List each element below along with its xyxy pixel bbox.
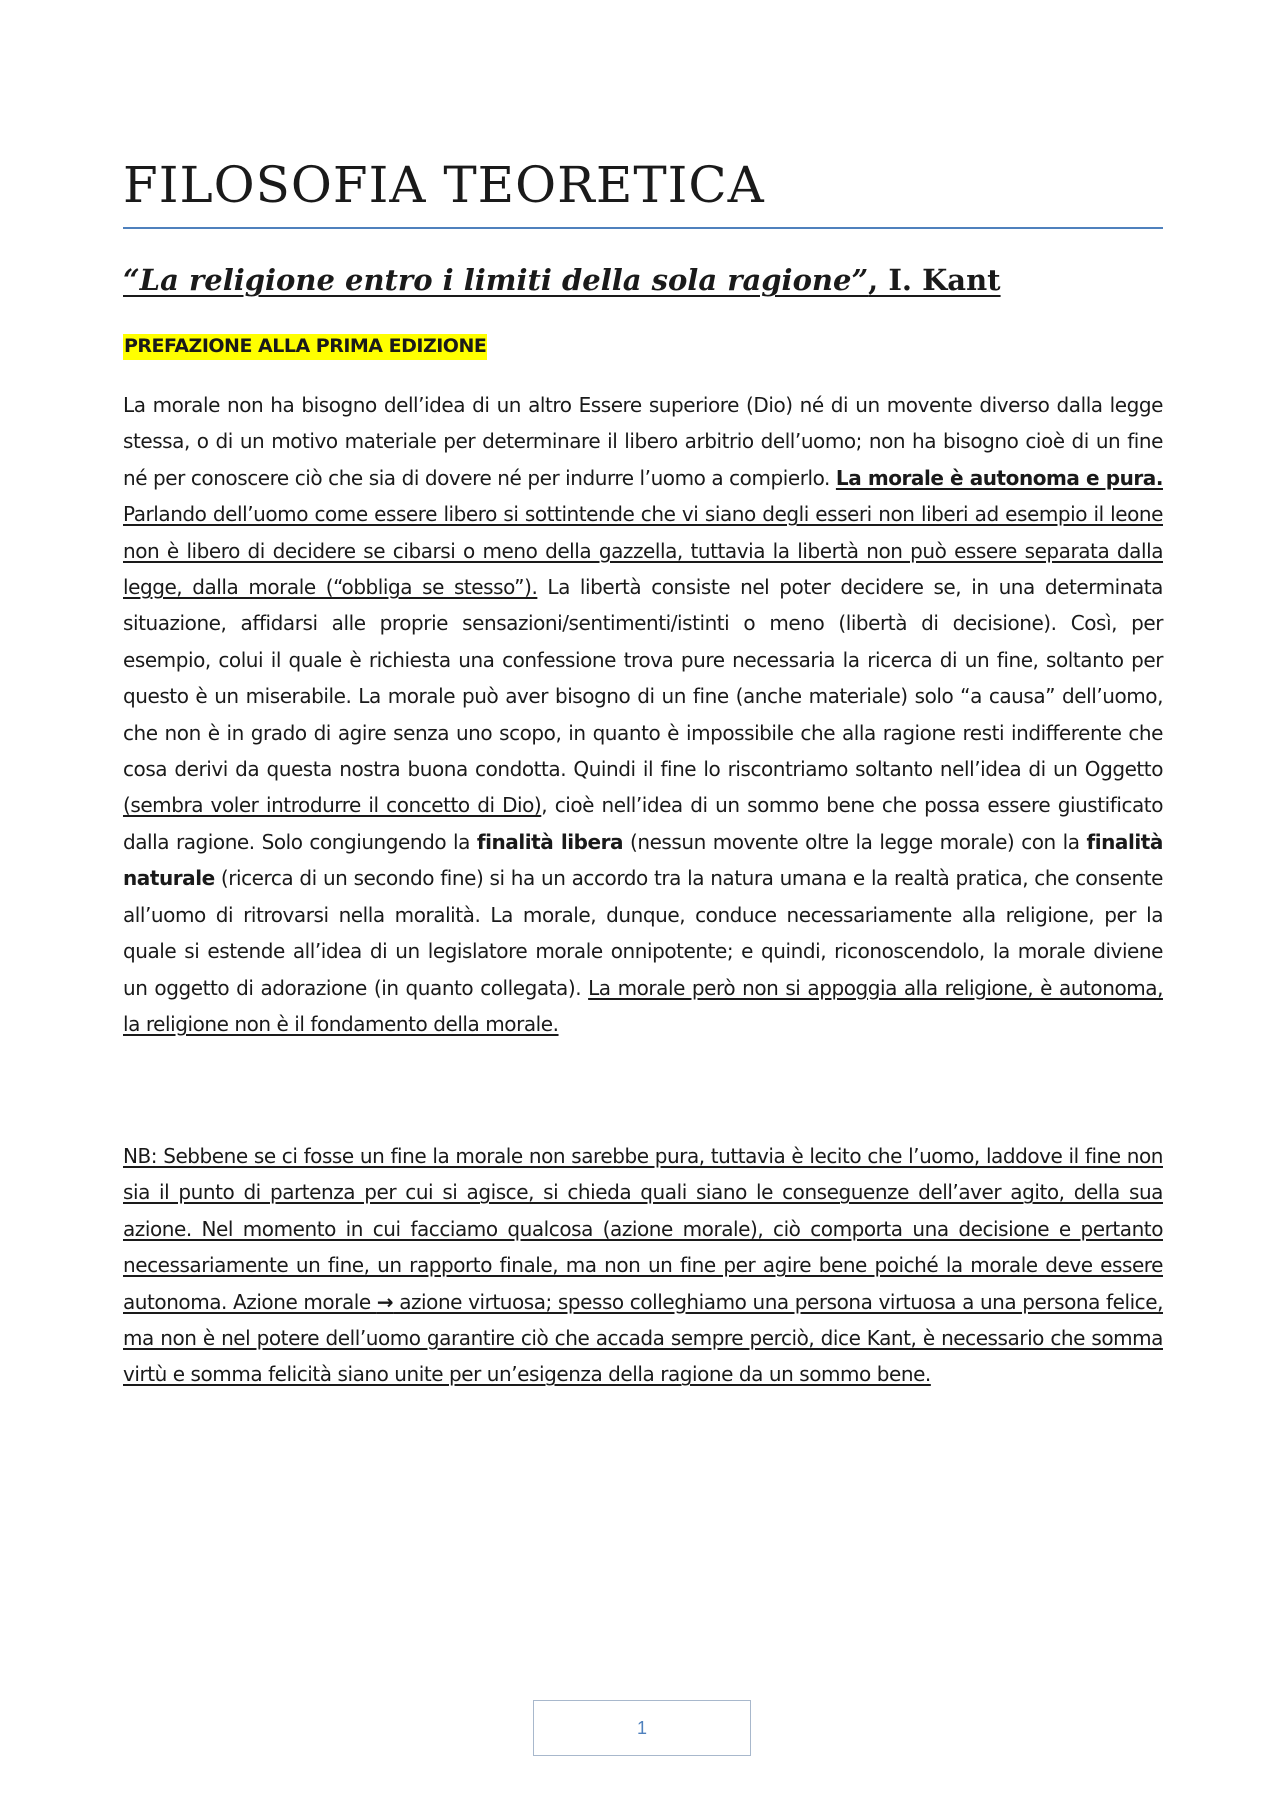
body-paragraph-nb [123, 1138, 1163, 1393]
p1-bold-finalita-libera: finalità libera [476, 829, 624, 854]
book-author: , I. Kant [868, 263, 1001, 297]
p1-underlined-conclusion: La morale però non si appoggia alla religione, è autonoma, la religione non è il fondamento della morale. [123, 975, 1163, 1036]
p1-bold-underline: La morale è autonoma e pura. [835, 465, 1163, 490]
p1-text-4: (nessun movente oltre la legge morale) con la [630, 829, 1080, 854]
p1-underlined-aside: (sembra voler introdurre il concetto di Dio) [123, 793, 542, 818]
document-title: FILOSOFIA TEORETICA [123, 156, 765, 214]
p1-text-2: La libertà consiste nel poter decidere se, in una determinata situazione, affidarsi alle proprie sensazioni/sentimenti/istinti o meno (libertà di decisione). Così, per esempio, colui il quale è richiesta una confessione trova pure necessaria la ricerca di un fine, soltanto per questo è un miserabile. La morale può aver bisogno di un fine (anche materiale) solo “a causa” dell’uomo, che non è in grado di agire senza uno scopo, in quanto è impossibile che alla ragione resti indifferente che cosa derivi da questa nostra buona condotta. Quindi il fine lo riscontriamo soltanto nell’idea di un Oggetto [123, 575, 1163, 782]
p1-text: La morale non ha bisogno dell’idea di un altro Essere superiore (Dio) né di un movente diverso dalla legge stessa, o di un motivo materiale per determinare il libero arbitrio dell’uomo; non ha bisogno cioè di un fine né per conoscere ciò che sia di dovere né per indurre l’uomo a compierlo. [123, 393, 1163, 490]
arrow-right-icon: → [376, 1289, 394, 1314]
page-number-footer [533, 1700, 751, 1756]
document-subtitle [123, 262, 1001, 300]
book-title: “La religione entro i limiti della sola ragione” [123, 263, 869, 297]
page-number: 1 [636, 1717, 647, 1738]
p1-text-3: , cioè nell’idea di un sommo bene che possa essere giustificato dalla ragione. Solo congiungendo la [123, 793, 1163, 854]
body-paragraph-1 [123, 387, 1163, 1042]
section-heading-highlighted: PREFAZIONE ALLA PRIMA EDIZIONE [123, 334, 487, 360]
p2-text-2: azione virtuosa; spesso colleghiamo una persona virtuosa a una persona felice, ma non è nel potere dell’uomo garantire ciò che accada sempre perciò, dice Kant, è necessario che somma virtù e somma felicità siano unite per un’esigenza della ragione da un sommo bene. [123, 1289, 1163, 1387]
p2-text: NB: Sebbene se ci fosse un fine la morale non sarebbe pura, tuttavia è lecito che l’uomo, laddove il fine non sia il punto di partenza per cui si agisce, si chieda quali siano le conseguenze dell’aver agito, della sua azione. Nel momento in cui facciamo qualcosa (azione morale), ciò comporta una decisione e pertanto necessariamente un fine, un rapporto finale, ma non un fine per agire bene poiché la morale deve essere autonoma. Azione morale [123, 1144, 1163, 1314]
p1-bold-finalita-naturale: finalità naturale [123, 829, 1163, 891]
title-underline-rule [123, 227, 1163, 229]
p1-text-5: (ricerca di un secondo fine) si ha un accordo tra la natura umana e la realtà pratica, che consente all’uomo di ritrovarsi nella moralità. La morale, dunque, conduce necessariamente alla religione, per la quale si estende all’idea di un legislatore morale onnipotente; e quindi, riconoscendolo, la morale diviene un oggetto di adorazione (in quanto collegata). [123, 866, 1163, 1000]
p1-underlined-text: Parlando dell’uomo come essere libero si sottintende che vi siano degli esseri non liberi ad esempio il leone non è libero di decidere se cibarsi o meno della gazzella, tuttavia la libertà non può essere separata dalla legge, dalla morale (“obbliga se stesso”). [123, 502, 1163, 600]
